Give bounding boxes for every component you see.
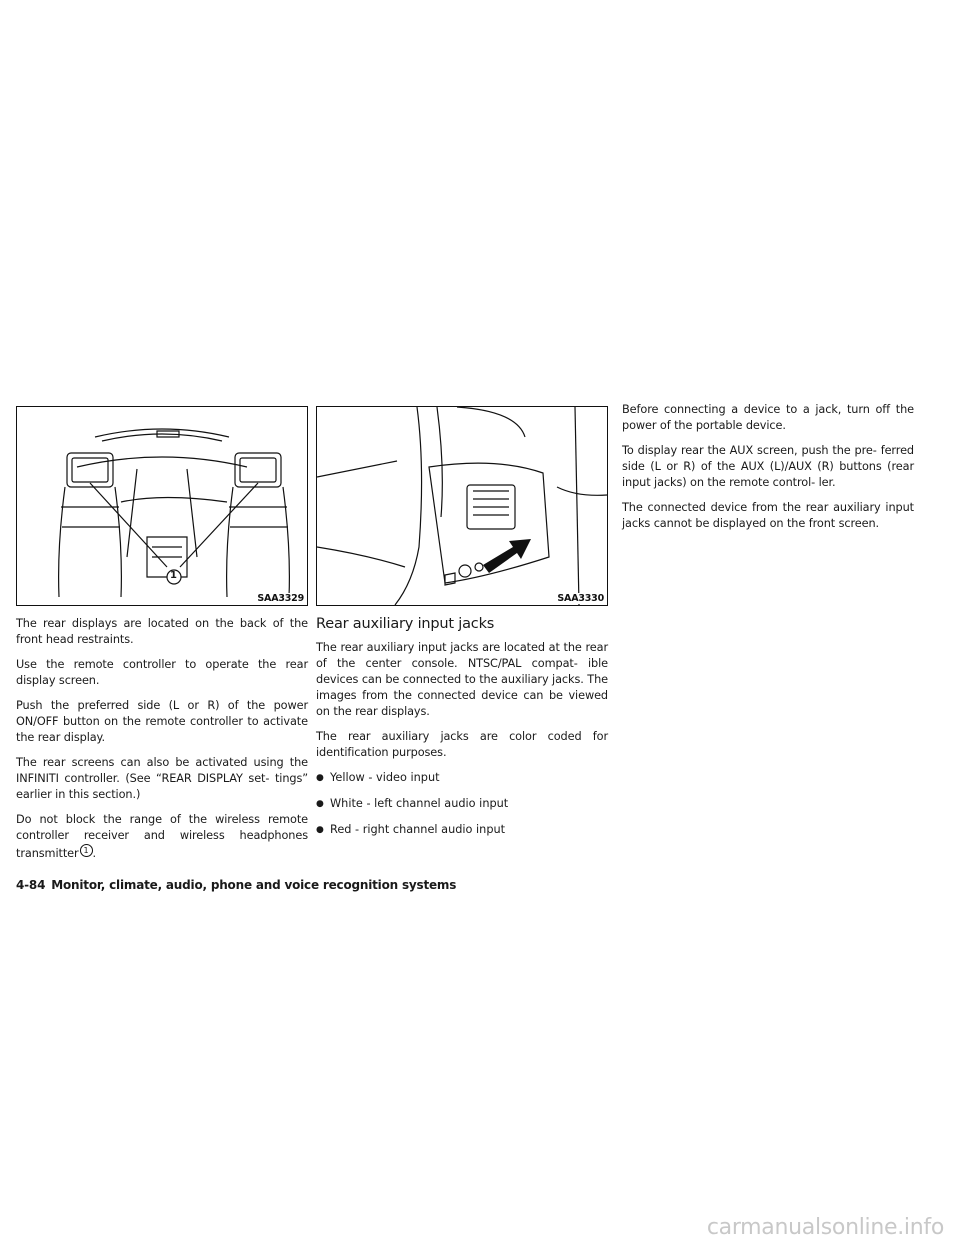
list-item <box>316 796 608 812</box>
figure-callout-1: 1 <box>170 570 177 581</box>
figure-rear-displays <box>16 406 308 606</box>
column-1 <box>16 406 308 871</box>
paragraph: The rear screens can also be activated using the INFINITI controller. (See “REAR DISPLAY set- tings” earlier in this section.) <box>16 756 308 801</box>
figure-code: SAA3330 <box>557 593 604 604</box>
paragraph: The connected device from the rear auxiliary input jacks cannot be displayed on the front screen. <box>622 501 914 530</box>
rear-displays-illustration <box>17 407 307 605</box>
paragraph-text: Do not block the range of the wireless remote controller receiver and wireless headphones transmitter <box>16 813 308 860</box>
paragraph: The rear auxiliary jacks are color coded for identification purposes. <box>316 730 608 759</box>
list-item-text: Yellow - video input <box>330 771 440 784</box>
paragraph: Use the remote controller to operate the rear display screen. <box>16 658 308 687</box>
paragraph <box>16 812 308 862</box>
column-3 <box>622 402 914 541</box>
callout-marker: 1 <box>80 844 93 857</box>
figure-code: SAA3329 <box>257 593 304 604</box>
section-heading: Rear auxiliary input jacks <box>316 616 495 632</box>
paragraph: Before connecting a device to a jack, turn off the power of the portable device. <box>622 403 914 432</box>
paragraph: The rear auxiliary input jacks are located at the rear of the center console. NTSC/PAL compat- ible devices can be connected to the auxiliary jacks. The images from the connected device can be viewed on the rear displays. <box>316 641 608 718</box>
paragraph: The rear displays are located on the back of the front head restraints. <box>16 617 308 646</box>
bullet-icon: ● <box>316 773 324 783</box>
paragraph: To display rear the AUX screen, push the pre- ferred side (L or R) of the AUX (L)/AUX (R) buttons (rear input jacks) on the remote control- ler. <box>622 444 914 489</box>
list-item <box>316 770 608 786</box>
column-2 <box>316 406 608 848</box>
page-number: 4-84 <box>16 878 46 892</box>
aux-jacks-illustration <box>317 407 607 605</box>
figure-aux-jacks <box>316 406 608 606</box>
list-item-text: Red - right channel audio input <box>330 823 506 836</box>
section-title: Monitor, climate, audio, phone and voice recognition systems <box>51 878 457 892</box>
paragraph-end: . <box>92 847 97 860</box>
paragraph: Push the preferred side (L or R) of the power ON/OFF button on the remote controller to activate the rear display. <box>16 699 308 744</box>
page-footer <box>16 878 456 892</box>
list-item-text: White - left channel audio input <box>330 797 509 810</box>
bullet-icon: ● <box>316 799 324 809</box>
color-code-list <box>316 770 608 838</box>
watermark: carmanualsonline.info <box>706 1215 944 1240</box>
bullet-icon: ● <box>316 825 324 835</box>
list-item <box>316 822 608 838</box>
